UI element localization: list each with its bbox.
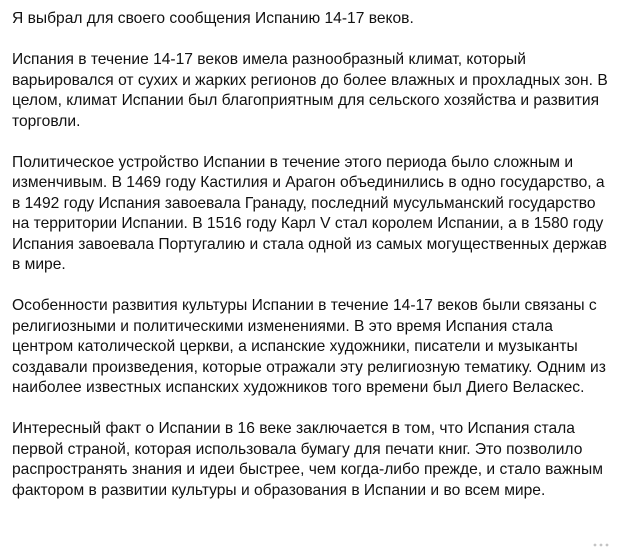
message-meta xyxy=(592,541,610,549)
message-paragraph-politics: Политическое устройство Испании в течение этого периода было сложным и изменчивым. В 1469 году Кастилия и Арагон объединились в одно государство, а в 1492 году Испания завоевала Гранаду, последний мусульманский государство на территории Испании. В 1516 году Карл V стал королем Испании, а в 1580 году Испания завоевала Португалию и стала одной из самых могущественных держав в мире. xyxy=(12,153,607,273)
message-paragraph-fact: Интересный факт о Испании в 16 веке заключается в том, что Испания стала первой страной, которая использовала бумагу для печати книг. Это позволило распространять знания и идеи быстрее, чем когда-либо прежде, и стало важным фактором в развитии культуры и образования в Испании и во всем мире. xyxy=(12,420,603,499)
message-paragraph-culture: Особенности развития культуры Испании в течение 14-17 веков были связаны с религиозными и политическими изменениями. В это время Испания стала центром католической церкви, а испанские художники, писатели и музыканты создавали произведения, которые отражали эту религиозную тематику. Одним из наиболее известных испанских художников того времени был Диего Веласкес. xyxy=(12,297,606,396)
message-paragraph-intro: Я выбрал для своего сообщения Испанию 14-17 веков. xyxy=(12,10,414,27)
message-paragraph-climate: Испания в течение 14-17 веков имела разнообразный климат, который варьировался от сухих и жарких регионов до более влажных и прохладных зон. В целом, климат Испании был благоприятным для сельского хозяйства и развития торговли. xyxy=(12,51,608,130)
read-status-icon xyxy=(592,541,610,549)
